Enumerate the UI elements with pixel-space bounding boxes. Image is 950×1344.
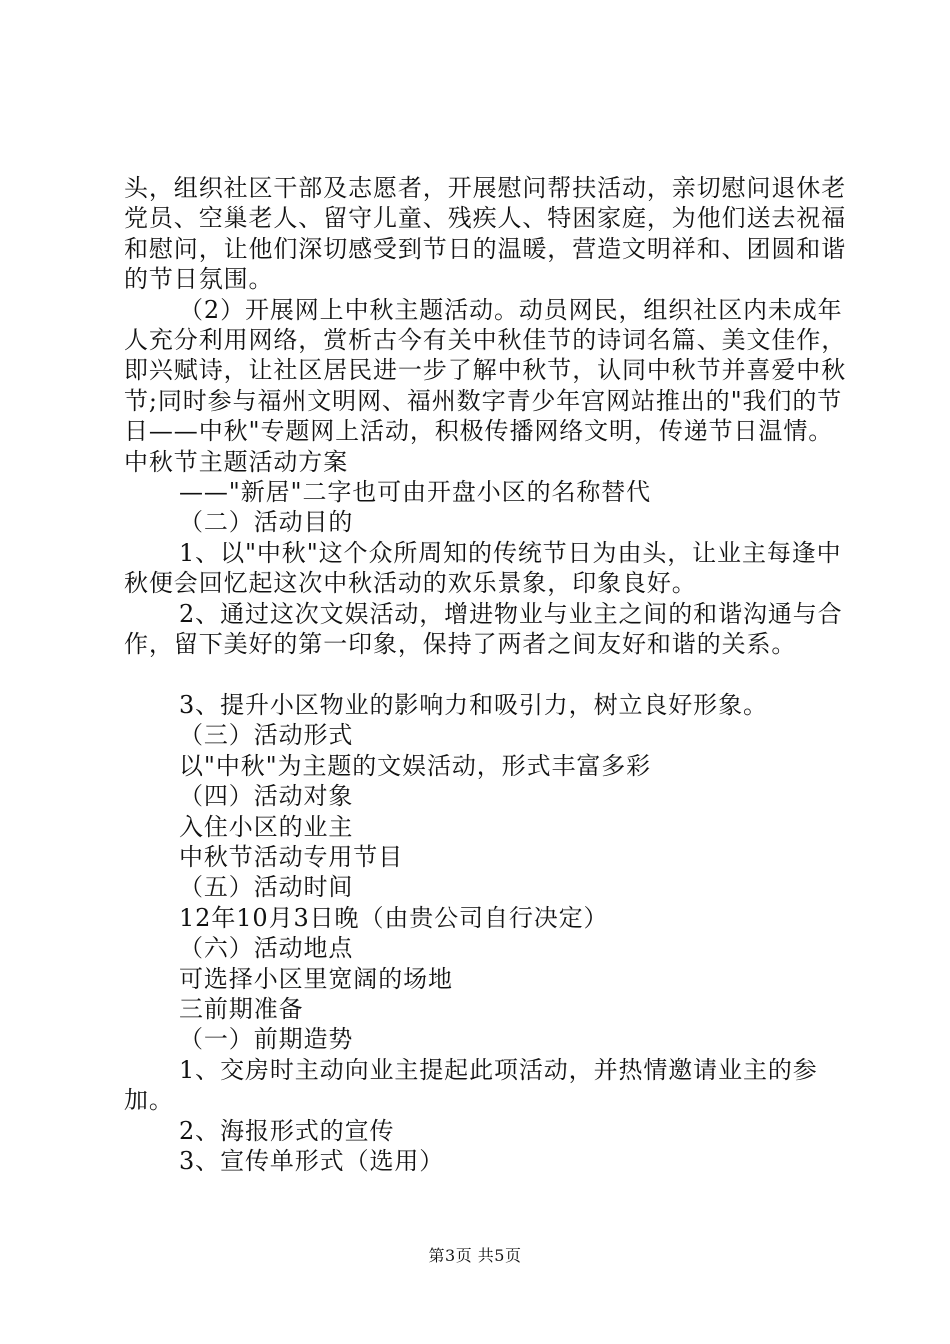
paragraph-activity-form: 以"中秋"为主题的文娱活动，形式丰富多彩	[179, 751, 652, 780]
paragraph-purpose-2: 2、通过这次文娱活动，增进物业与业主之间的和谐沟通与合作，留下美好的第一印象，保持了两者之间友好和谐的关系。	[124, 599, 843, 659]
paragraph-purpose-1: 1、以"中秋"这个众所周知的传统节日为由头，让业主每逢中秋便会回忆起这次中秋活动的欢乐景象，印象良好。	[124, 538, 842, 598]
heading-activity-time: （五）活动时间	[179, 873, 354, 902]
paragraph-promotion-3: 3、宣传单形式（选用）	[179, 1146, 445, 1175]
heading-activity-form: （三）活动形式	[179, 721, 354, 750]
heading-preparation: 三前期准备	[179, 994, 304, 1023]
paragraph-name-note: ——"新居"二字也可由开盘小区的名称替代	[179, 478, 652, 507]
paragraph-promotion-2: 2、海报形式的宣传	[179, 1116, 395, 1145]
paragraph-online-activity: （2）开展网上中秋主题活动。动员网民，组织社区内未成年人充分利用网络，赏析古今有关中秋佳节的诗词名篇、美文佳作，即兴赋诗，让社区居民进一步了解中秋节，认同中秋节并喜爱中秋节;同时参与福州文明网、福州数字青少年宫网站推出的"我们的节日——中秋"专题网上活动，积极传播网络文明，传递节日温情。中秋节主题活动方案	[124, 295, 847, 476]
blank-line	[124, 660, 854, 690]
heading-early-promotion: （一）前期造势	[179, 1025, 354, 1054]
heading-activity-target: （四）活动对象	[179, 782, 354, 811]
paragraph-program: 中秋节活动专用节目	[179, 842, 404, 871]
paragraph-purpose-3: 3、提升小区物业的影响力和吸引力，树立良好形象。	[179, 690, 768, 719]
paragraph-visit-activity: 头，组织社区干部及志愿者，开展慰问帮扶活动，亲切慰问退休老党员、空巢老人、留守儿童、残疾人、特困家庭，为他们送去祝福和慰问，让他们深切感受到节日的温暖，营造文明祥和、团圆和谐的节日氛围。	[124, 174, 847, 294]
paragraph-promotion-1: 1、交房时主动向业主提起此项活动，并热情邀请业主的参加。	[124, 1055, 818, 1115]
heading-activity-purpose: （二）活动目的	[179, 508, 354, 537]
paragraph-activity-time: 12年10月3日晚（由贵公司自行决定）	[179, 903, 609, 932]
paragraph-activity-target: 入住小区的业主	[179, 812, 354, 841]
paragraph-activity-location: 可选择小区里宽阔的场地	[179, 964, 453, 993]
page-number-footer: 第3页 共5页	[428, 1246, 522, 1265]
heading-activity-location: （六）活动地点	[179, 934, 354, 963]
document-body	[124, 173, 854, 1176]
